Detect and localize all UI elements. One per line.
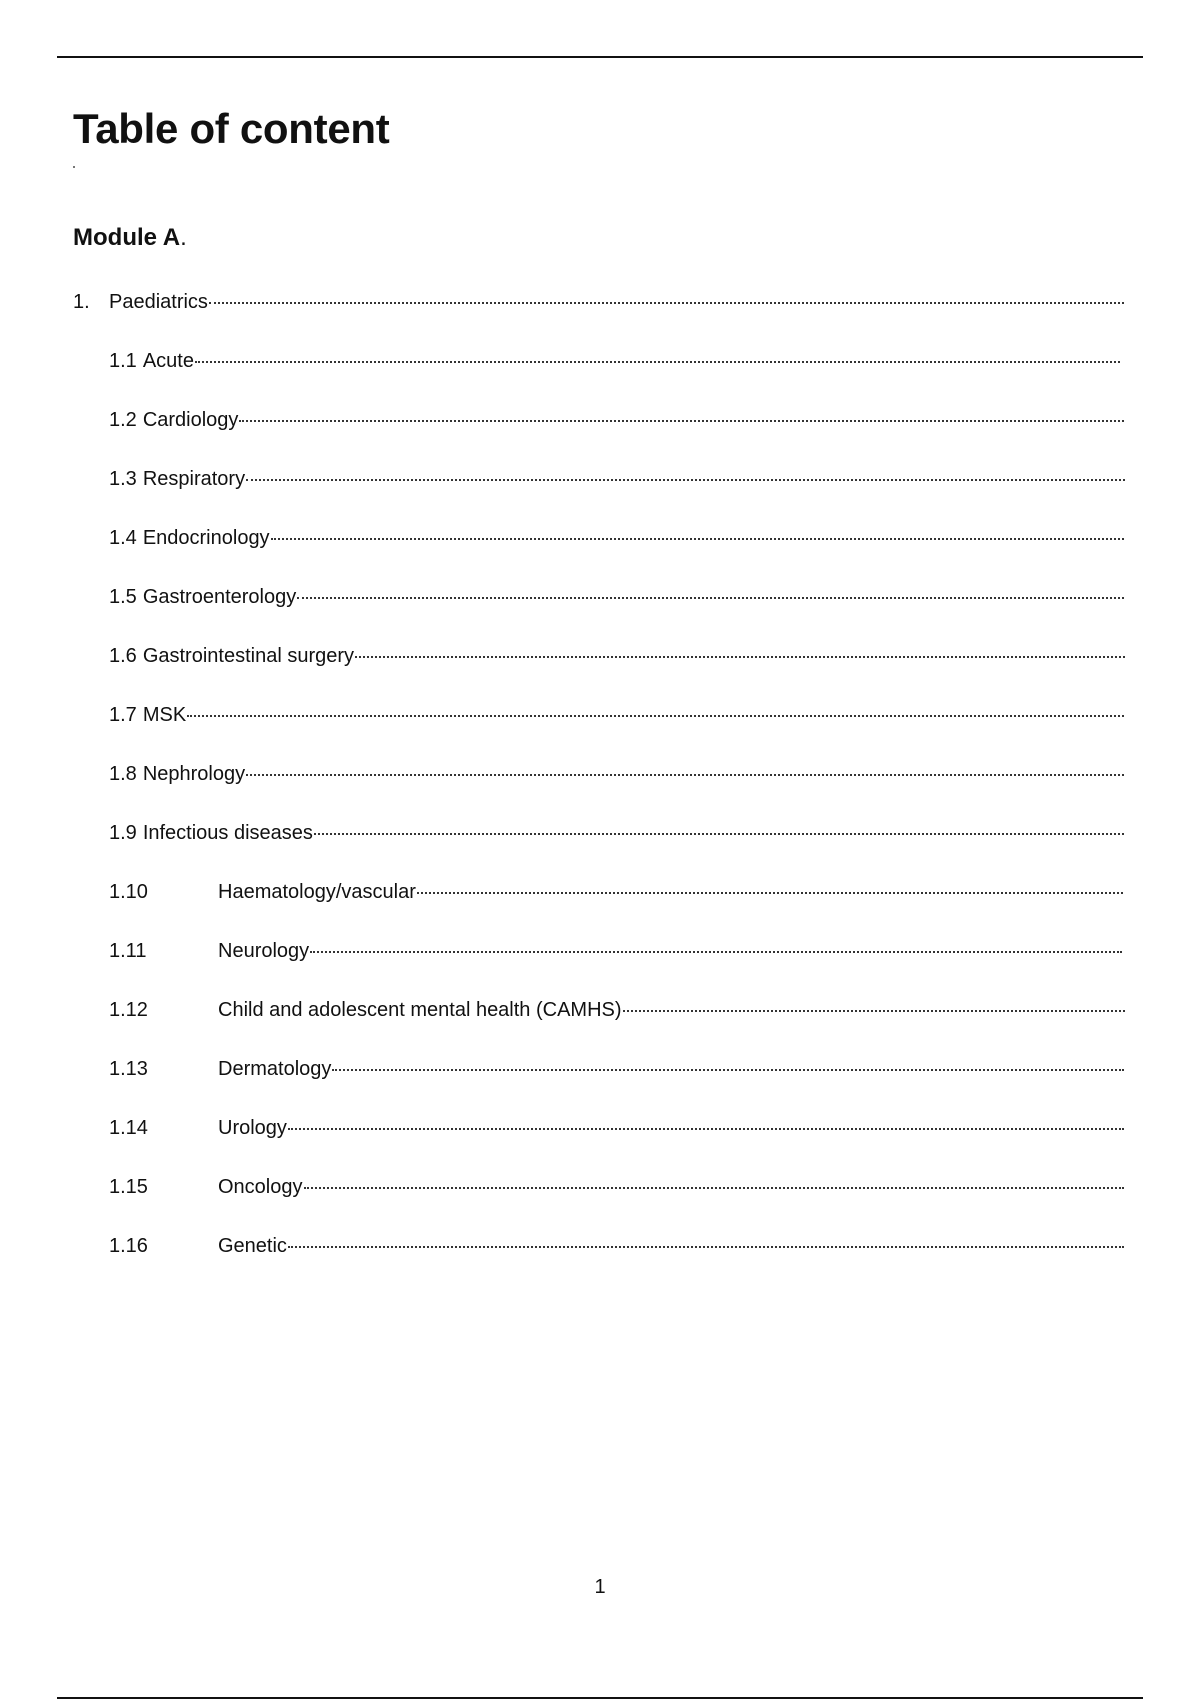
toc-entry-number: 1.5 [109, 586, 137, 608]
dot-leader [417, 892, 1123, 894]
toc-entry-neurology[interactable] [109, 938, 1122, 964]
toc-entry-number: 1.3 [109, 468, 137, 490]
dot-leader [195, 361, 1120, 363]
toc-entry-label: Cardiology [142, 409, 239, 431]
toc-entry-endocrinology[interactable] [109, 525, 1124, 551]
toc-entry-number: 1.4 [109, 527, 137, 549]
dot-leader [623, 1010, 1125, 1012]
toc-entry-label: Gastrointestinal surgery [142, 645, 355, 667]
dot-leader [246, 774, 1124, 776]
dot-leader [332, 1069, 1124, 1071]
dot-leader [355, 656, 1125, 658]
toc-entry-label: Oncology [218, 1176, 303, 1198]
toc-entry-number: 1.2 [109, 409, 137, 431]
page-title: Table of content [73, 105, 390, 152]
bottom-rule [57, 1697, 1143, 1699]
toc-entry-number: 1.9 [109, 822, 137, 844]
toc-entry-haematology-vascular[interactable] [109, 879, 1123, 905]
toc-entry-label: Acute [142, 350, 194, 372]
toc-entry-dermatology[interactable] [109, 1056, 1124, 1082]
dot-leader [304, 1187, 1125, 1189]
toc-entry-number: 1.7 [109, 704, 137, 726]
toc-entry-label: Neurology [218, 940, 310, 962]
toc-entry-label: Paediatrics [109, 291, 208, 313]
dot-leader [271, 538, 1124, 540]
toc-entry-label: MSK [142, 704, 187, 726]
toc-entry-paediatrics[interactable] [73, 289, 1124, 315]
module-heading-text: Module A [73, 224, 181, 251]
toc-entry-number: 1.14 [109, 1117, 148, 1139]
toc-entry-number: 1.16 [109, 1235, 148, 1257]
toc-entry-msk[interactable] [109, 702, 1124, 728]
toc-entry-respiratory[interactable] [109, 466, 1125, 492]
toc-entry-number: 1.13 [109, 1058, 148, 1080]
toc-entry-gastrointestinal-surgery[interactable] [109, 643, 1125, 669]
toc-entry-oncology[interactable] [109, 1174, 1124, 1200]
dot-leader [246, 479, 1125, 481]
toc-entry-genetic[interactable] [109, 1233, 1124, 1259]
toc-entry-camhs[interactable] [109, 997, 1125, 1023]
toc-entry-nephrology[interactable] [109, 761, 1124, 787]
toc-entry-cardiology[interactable] [109, 407, 1124, 433]
toc-entry-number: 1. [73, 291, 90, 313]
toc-entry-label: Genetic [218, 1235, 287, 1257]
toc-entry-label: Urology [218, 1117, 287, 1139]
toc-entry-label: Endocrinology [142, 527, 270, 549]
toc-entry-number: 1.15 [109, 1176, 148, 1198]
dot-leader [209, 302, 1124, 304]
toc-entry-infectious-diseases[interactable] [109, 820, 1124, 846]
dot-leader [187, 715, 1124, 717]
toc-entry-number: 1.12 [109, 999, 148, 1021]
dot-leader [288, 1128, 1124, 1130]
toc-entry-label: Nephrology [142, 763, 246, 785]
toc-entry-gastroenterology[interactable] [109, 584, 1124, 610]
dot-leader [288, 1246, 1124, 1248]
dot-leader [239, 420, 1124, 422]
toc-entry-label: Gastroenterology [142, 586, 297, 608]
toc-entry-number: 1.11 [109, 940, 147, 962]
dot-leader [314, 833, 1124, 835]
toc-entry-label: Infectious diseases [142, 822, 313, 844]
toc-entry-label: Child and adolescent mental health (CAMHS) [218, 999, 622, 1021]
toc-entry-number: 1.8 [109, 763, 137, 785]
toc-entry-label: Haematology/vascular [218, 881, 416, 903]
module-heading-suffix: . [180, 224, 187, 251]
toc-entry-number: 1.10 [109, 881, 148, 903]
toc-entry-label: Dermatology [218, 1058, 332, 1080]
dot-leader [297, 597, 1124, 599]
toc-entry-urology[interactable] [109, 1115, 1124, 1141]
toc-entry-label: Respiratory [142, 468, 246, 490]
toc-entry-number: 1.1 [109, 350, 137, 372]
toc-entry-acute[interactable] [109, 348, 1120, 374]
page-number: 1 [594, 1576, 606, 1598]
dot-leader [310, 951, 1122, 953]
toc-entry-number: 1.6 [109, 645, 137, 667]
